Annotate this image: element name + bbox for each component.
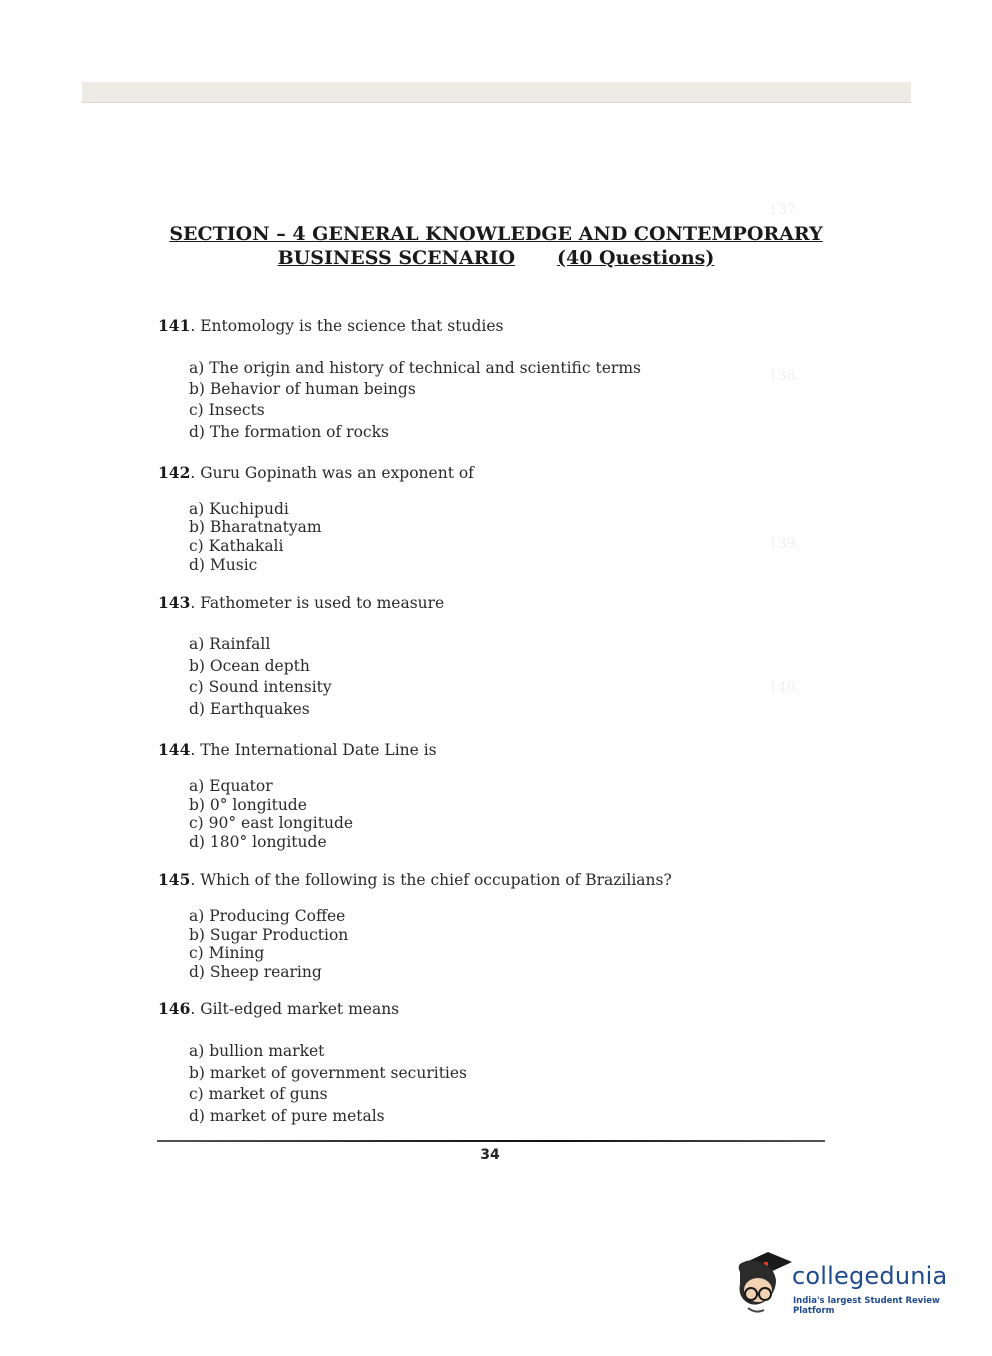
option-145-b: b) Sugar Production — [189, 926, 349, 944]
option-144-c: c) 90° east longitude — [189, 814, 354, 832]
option-143-a: a) Rainfall — [189, 635, 271, 653]
question-146 — [158, 999, 399, 1018]
page-number: 34 — [480, 1147, 500, 1163]
show-through-text: 139. — [768, 536, 800, 552]
option-142-a: a) Kuchipudi — [189, 500, 289, 518]
option-144-b: b) 0° longitude — [189, 796, 307, 814]
question-number: 142 — [158, 463, 191, 482]
section-title-line2: BUSINESS SCENARIO — [277, 247, 515, 269]
section-title-line1: SECTION – 4 GENERAL KNOWLEDGE AND CONTEMPORARY — [169, 223, 823, 245]
question-text: . Gilt-edged market means — [190, 1000, 400, 1018]
scan-top-band — [82, 82, 911, 103]
option-143-d: d) Earthquakes — [189, 700, 310, 718]
mascot-icon — [734, 1250, 792, 1320]
option-143-b: b) Ocean depth — [189, 657, 310, 675]
option-141-d: d) The formation of rocks — [189, 423, 389, 441]
option-142-d: d) Music — [189, 556, 258, 574]
section-heading — [120, 222, 872, 270]
option-141-a: a) The origin and history of technical and scientific terms — [189, 359, 641, 377]
footer-rule — [157, 1140, 825, 1142]
option-143-c: c) Sound intensity — [189, 678, 332, 696]
option-144-d: d) 180° longitude — [189, 833, 327, 851]
option-146-d: d) market of pure metals — [189, 1107, 385, 1125]
question-number: 144 — [158, 740, 191, 759]
show-through-text: 140. — [768, 680, 800, 696]
show-through-text: 138. — [768, 368, 800, 384]
option-145-d: d) Sheep rearing — [189, 963, 322, 981]
question-143 — [158, 593, 444, 612]
question-number: 145 — [158, 870, 191, 889]
question-text: . Guru Gopinath was an exponent of — [190, 464, 474, 482]
question-count: (40 Questions) — [557, 247, 715, 269]
question-145 — [158, 870, 672, 889]
question-number: 146 — [158, 999, 191, 1018]
question-number: 143 — [158, 593, 191, 612]
collegedunia-logo — [734, 1250, 964, 1320]
question-144 — [158, 740, 437, 759]
option-141-b: b) Behavior of human beings — [189, 380, 416, 398]
option-146-b: b) market of government securities — [189, 1064, 468, 1082]
option-144-a: a) Equator — [189, 777, 273, 795]
question-text: . The International Date Line is — [190, 741, 437, 759]
question-141 — [158, 316, 503, 335]
option-145-c: c) Mining — [189, 944, 265, 962]
option-146-a: a) bullion market — [189, 1042, 325, 1060]
option-142-b: b) Bharatnatyam — [189, 518, 322, 536]
brand-name: collegedunia — [792, 1262, 948, 1290]
question-142 — [158, 463, 474, 482]
show-through-text: 137. — [768, 202, 800, 218]
brand-tagline: India's largest Student Review Platform — [793, 1296, 940, 1316]
option-141-c: c) Insects — [189, 401, 265, 419]
question-number: 141 — [158, 316, 191, 335]
question-text: . Fathometer is used to measure — [190, 594, 445, 612]
option-145-a: a) Producing Coffee — [189, 907, 346, 925]
option-142-c: c) Kathakali — [189, 537, 284, 555]
question-text: . Which of the following is the chief occupation of Brazilians? — [190, 871, 672, 889]
question-text: . Entomology is the science that studies — [190, 317, 504, 335]
option-146-c: c) market of guns — [189, 1085, 328, 1103]
